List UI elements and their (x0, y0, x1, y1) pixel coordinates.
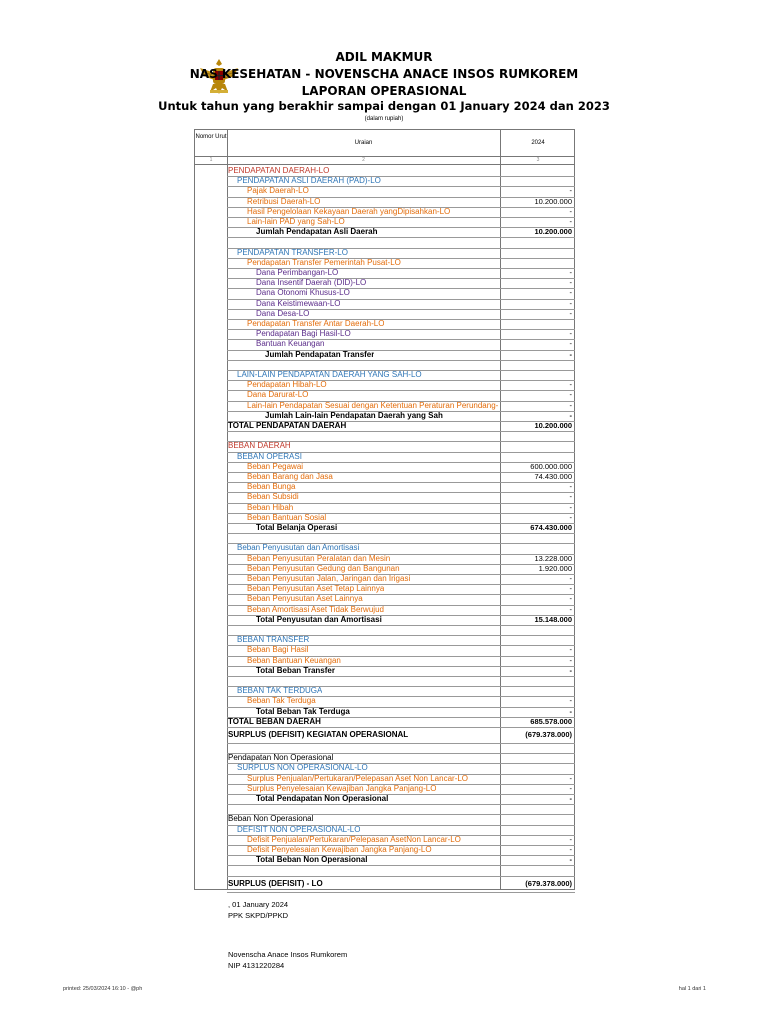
row-label: Beban Barang dan Jasa (247, 472, 333, 481)
report-row (227, 855, 576, 865)
header-motto: ADIL MAKMUR (335, 50, 433, 64)
report-row (227, 492, 576, 502)
column-number-2: 2 (362, 157, 365, 163)
report-row (227, 248, 576, 258)
row-label: Lain-lain Pendapatan Sesuai dengan Ketentuan Peraturan Perundang- (247, 400, 499, 410)
row-value: - (569, 706, 572, 716)
report-row (227, 176, 576, 186)
row-label: Beban Amortisasi Aset Tidak Berwujud (247, 604, 384, 614)
report-row (227, 584, 576, 594)
row-label: SURPLUS (DEFISIT) - LO (228, 878, 323, 888)
row-value: 674.430.000 (530, 523, 572, 532)
row-value: - (569, 349, 572, 359)
column-header-nomor: Nomor Urut (195, 134, 227, 140)
row-label: Jumlah Pendapatan Asli Daerah (256, 227, 378, 237)
row-label: Beban Penyusutan Gedung dan Bangunan (247, 563, 400, 573)
row-value: 600.000.000 (530, 461, 572, 471)
blank-row (227, 676, 576, 686)
report-row (227, 635, 576, 645)
row-label: Beban Penyusutan dan Amortisasi (237, 543, 360, 553)
report-row (227, 482, 576, 492)
row-label: BEBAN TAK TERDUGA (237, 686, 323, 696)
report-row (227, 319, 576, 329)
row-label: Pendapatan Transfer Antar Daerah-LO (247, 319, 385, 328)
row-label: Jumlah Lain-lain Pendapatan Daerah yang Sah (265, 410, 443, 420)
report-row (227, 217, 576, 227)
blank-row (227, 804, 576, 814)
row-value: - (569, 574, 572, 583)
report-row (227, 207, 576, 217)
row-label: Dana Insentif Daerah (DID)-LO (256, 278, 367, 288)
report-row (227, 825, 576, 835)
blank-row (227, 360, 576, 370)
row-label: Retribusi Daerah-LO (247, 196, 321, 206)
row-value: - (569, 278, 572, 288)
row-value: - (569, 594, 572, 604)
report-row (227, 186, 576, 196)
report-row (227, 666, 576, 676)
row-label: Beban Bagi Hasil (247, 645, 309, 655)
report-row (227, 268, 576, 278)
row-label: Defisit Penjualan/Pertukaran/Pelepasan AsetNon Lancar-LO (247, 834, 461, 844)
row-value: - (569, 268, 572, 277)
row-label: PENDAPATAN TRANSFER-LO (237, 247, 348, 257)
row-label: Dana Otonomi Khusus-LO (256, 288, 350, 298)
row-value: - (569, 329, 572, 339)
blank-row (227, 743, 576, 753)
row-label: Total Penyusutan dan Amortisasi (256, 614, 382, 624)
row-value: 13.228.000 (534, 553, 572, 563)
row-value: - (569, 390, 572, 400)
report-row (227, 299, 576, 309)
report-row (227, 845, 576, 855)
blank-row (227, 865, 576, 875)
report-row (227, 686, 576, 696)
report-row (227, 814, 576, 824)
row-value: - (569, 410, 572, 420)
row-value: - (569, 298, 572, 308)
report-row (227, 564, 576, 574)
row-value: - (569, 773, 572, 783)
row-label: PENDAPATAN DAERAH-LO (228, 166, 330, 175)
row-label: Beban Bantuan Keuangan (247, 655, 341, 665)
row-divider (227, 876, 575, 877)
row-value: - (569, 512, 572, 522)
row-value: - (569, 206, 572, 216)
row-label: Beban Hibah (247, 502, 294, 512)
report-row (227, 350, 576, 360)
row-label: Beban Penyusutan Peralatan dan Mesin (247, 553, 391, 563)
row-value: - (569, 783, 572, 793)
report-row (227, 462, 576, 472)
row-label: Dana Keistimewaan-LO (256, 298, 341, 308)
report-row (227, 441, 576, 451)
print-timestamp: printed: 25/03/2024 16:10 - @ph (63, 986, 143, 992)
row-label: Beban Pegawai (247, 461, 304, 471)
report-row (227, 513, 576, 523)
row-label: Total Belanja Operasi (256, 523, 338, 532)
row-label: DEFISIT NON OPERASIONAL-LO (237, 824, 361, 834)
row-value: 685.578.000 (530, 716, 572, 726)
report-row (227, 339, 576, 349)
report-row (227, 309, 576, 319)
row-value: - (569, 339, 572, 349)
report-row (227, 411, 576, 421)
row-label: Total Beban Tak Terduga (256, 706, 350, 716)
signatory-nip: NIP 4131220284 (228, 961, 285, 970)
report-row (227, 794, 576, 804)
report-row (227, 645, 576, 655)
row-label: Pendapatan Bagi Hasil-LO (256, 329, 351, 339)
report-row (227, 835, 576, 845)
row-label: Dana Desa-LO (256, 308, 310, 318)
report-row (227, 730, 576, 740)
row-value: - (569, 492, 572, 502)
row-value: 74.430.000 (534, 472, 572, 481)
row-label: Beban Bunga (247, 482, 296, 492)
row-label: Surplus Penyelesaian Kewajiban Jangka Panjang-LO (247, 783, 437, 793)
row-label: Surplus Penjualan/Pertukaran/Pelepasan Aset Non Lancar-LO (247, 773, 469, 783)
report-row (227, 523, 576, 533)
row-label: Defisit Penyelesaian Kewajiban Jangka Panjang-LO (247, 845, 432, 854)
report-row (227, 879, 576, 889)
report-row (227, 554, 576, 564)
report-row (227, 421, 576, 431)
row-value: - (569, 604, 572, 614)
row-value: - (569, 855, 572, 865)
report-row (227, 401, 576, 411)
row-label: BEBAN OPERASI (237, 451, 302, 461)
row-label: Pendapatan Hibah-LO (247, 380, 327, 390)
row-value: - (569, 645, 572, 655)
signatory-name: Novenscha Anace Insos Rumkorem (228, 950, 348, 959)
report-row (227, 227, 576, 237)
row-value: - (569, 186, 572, 196)
row-label: Total Beban Transfer (256, 665, 335, 675)
report-row (227, 452, 576, 462)
column-number-3: 3 (536, 157, 540, 163)
row-value: - (569, 217, 572, 226)
report-row (227, 763, 576, 773)
row-value: 10.200.000 (534, 421, 572, 430)
report-row (227, 166, 576, 176)
row-label: BEBAN TRANSFER (237, 635, 310, 645)
report-row (227, 543, 576, 553)
row-label: Beban Bantuan Sosial (247, 512, 327, 522)
report-row (227, 329, 576, 339)
column-number-1: 1 (209, 157, 213, 163)
row-label: Beban Penyusutan Aset Lainnya (247, 594, 363, 604)
row-value: 1.920.000 (538, 563, 572, 573)
report-row (227, 472, 576, 482)
row-value: - (569, 834, 572, 844)
row-value: - (569, 696, 572, 706)
signature-date: , 01 January 2024 (228, 900, 289, 909)
row-value: - (569, 482, 572, 492)
blank-row (227, 533, 576, 543)
row-label: SURPLUS NON OPERASIONAL-LO (237, 763, 368, 773)
row-label: Pajak Daerah-LO (247, 186, 309, 196)
row-label: Beban Tak Terduga (247, 696, 316, 706)
row-label: Pendapatan Transfer Pemerintah Pusat-LO (247, 257, 401, 267)
row-label: Dana Darurat-LO (247, 390, 309, 400)
row-value: (679.378.000) (525, 730, 572, 739)
report-row (227, 594, 576, 604)
report-row (227, 707, 576, 717)
report-row (227, 258, 576, 268)
row-value: - (569, 400, 572, 410)
row-divider (227, 892, 575, 893)
blank-row (227, 237, 576, 247)
row-label: SURPLUS (DEFISIT) KEGIATAN OPERASIONAL (228, 730, 409, 739)
report-row (227, 574, 576, 584)
row-label: BEBAN DAERAH (228, 441, 291, 451)
signature-role: PPK SKPD/PPKD (228, 911, 289, 920)
report-row (227, 370, 576, 380)
row-label: Lain-lain PAD yang Sah-LO (247, 217, 345, 226)
header-agency: NAS KESEHATAN - NOVENSCHA ANACE INSOS RUMKOREM (189, 67, 579, 81)
report-row (227, 615, 576, 625)
row-label: Jumlah Pendapatan Transfer (265, 349, 375, 359)
row-label: Dana Perimbangan-LO (256, 268, 339, 277)
row-label: Pendapatan Non Operasional (228, 753, 334, 763)
report-row (227, 605, 576, 615)
row-label: Beban Non Operasional (228, 814, 314, 824)
row-label: Beban Penyusutan Jalan, Jaringan dan Irigasi (247, 574, 411, 583)
report-row (227, 784, 576, 794)
column-header-uraian: Uraian (354, 140, 373, 146)
row-value: 15.148.000 (534, 614, 572, 624)
report-row (227, 197, 576, 207)
row-value: - (569, 845, 572, 854)
row-value: - (569, 380, 572, 390)
blank-row (227, 625, 576, 635)
blank-row (227, 431, 576, 441)
column-header-year: 2024 (531, 140, 545, 146)
row-value: 10.200.000 (534, 196, 572, 206)
row-value: - (569, 584, 572, 594)
row-label: LAIN-LAIN PENDAPATAN DAERAH YANG SAH-LO (237, 370, 422, 379)
row-value: (679.378.000) (525, 878, 572, 888)
report-row (227, 503, 576, 513)
report-row (227, 656, 576, 666)
row-value: - (569, 288, 572, 298)
row-label: TOTAL BEBAN DAERAH (228, 716, 321, 726)
row-label: Bantuan Keuangan (256, 339, 325, 349)
row-label: Beban Penyusutan Aset Tetap Lainnya (247, 584, 385, 594)
row-value: - (569, 655, 572, 665)
page-number: hal 1 dari 1 (678, 986, 706, 992)
report-row (227, 753, 576, 763)
row-label: PENDAPATAN ASLI DAERAH (PAD)-LO (237, 176, 381, 186)
row-value: - (569, 794, 572, 803)
report-row (227, 696, 576, 706)
report-row (227, 774, 576, 784)
row-value: 10.200.000 (534, 227, 572, 237)
row-value: - (569, 308, 572, 318)
header-divider (195, 164, 574, 165)
report-row (227, 278, 576, 288)
report-title: LAPORAN OPERASIONAL (301, 84, 467, 98)
row-label: Beban Subsidi (247, 492, 299, 502)
row-value: - (569, 665, 572, 675)
report-row (227, 390, 576, 400)
row-label: Hasil Pengelolaan Kekayaan Daerah yangDipisahkan-LO (247, 206, 451, 216)
report-row (227, 717, 576, 727)
report-period: Untuk tahun yang berakhir sampai dengan 01 January 2024 dan 2023 (158, 99, 610, 113)
currency-note: (dalam rupiah) (364, 116, 404, 122)
row-label: Total Beban Non Operasional (256, 855, 368, 865)
row-value: - (569, 502, 572, 512)
report-row (227, 288, 576, 298)
row-label: Total Pendapatan Non Operasional (256, 794, 389, 803)
row-divider (227, 727, 575, 728)
row-label: TOTAL PENDAPATAN DAERAH (228, 421, 347, 430)
report-row (227, 380, 576, 390)
